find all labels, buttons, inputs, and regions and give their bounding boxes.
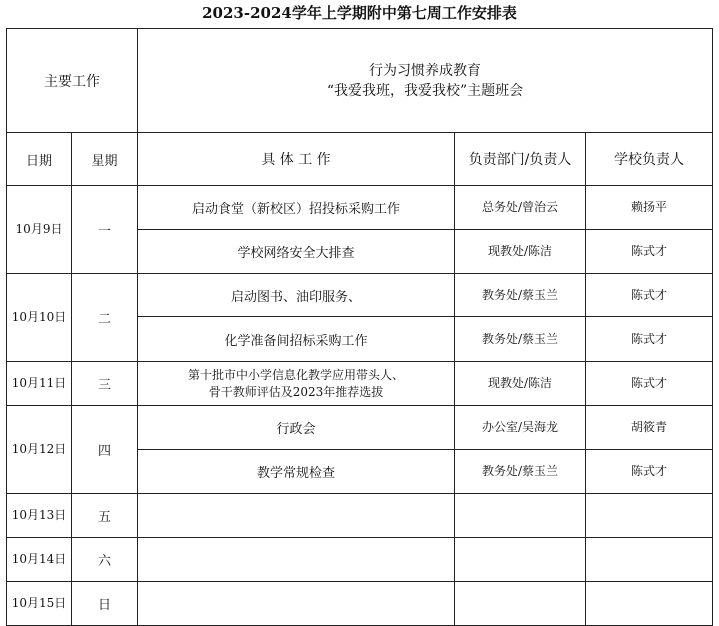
weekday-cell: 四 bbox=[72, 406, 138, 494]
dept-cell: 现教处/陈洁 bbox=[455, 362, 586, 406]
header-date: 日期 bbox=[7, 133, 72, 186]
date-cell: 10月9日 bbox=[7, 186, 72, 274]
dept-cell: 教务处/蔡玉兰 bbox=[455, 317, 586, 362]
date-cell: 10月15日 bbox=[7, 582, 72, 626]
weekday-cell: 六 bbox=[72, 538, 138, 582]
dept-cell: 教务处/蔡玉兰 bbox=[455, 450, 586, 494]
table-row bbox=[7, 494, 713, 538]
date-cell: 10月13日 bbox=[7, 494, 72, 538]
task-cell: 启动图书、油印服务、 bbox=[138, 274, 455, 317]
leader-cell: 陈式才 bbox=[586, 450, 713, 494]
task-cell bbox=[138, 494, 455, 538]
weekday-cell: 三 bbox=[72, 362, 138, 406]
table-row bbox=[7, 538, 713, 582]
table-row bbox=[7, 362, 713, 406]
leader-cell bbox=[586, 494, 713, 538]
header-task: 具 体 工 作 bbox=[138, 133, 455, 186]
main-work-label: 主要工作 bbox=[7, 29, 138, 133]
dept-cell bbox=[455, 582, 586, 626]
header-leader: 学校负责人 bbox=[586, 133, 713, 186]
dept-cell: 办公室/吴海龙 bbox=[455, 406, 586, 450]
date-cell: 10月11日 bbox=[7, 362, 72, 406]
theme-line-2: “我爱我班，我爱我校”主题班会 bbox=[326, 82, 524, 99]
page-title: 2023-2024学年上学期附中第七周工作安排表 bbox=[202, 4, 517, 22]
weekday-cell: 五 bbox=[72, 494, 138, 538]
date-cell: 10月12日 bbox=[7, 406, 72, 494]
dept-cell: 教务处/蔡玉兰 bbox=[455, 274, 586, 317]
header-row bbox=[7, 133, 713, 186]
date-cell: 10月10日 bbox=[7, 274, 72, 362]
dept-cell bbox=[455, 494, 586, 538]
weekday-cell: 日 bbox=[72, 582, 138, 626]
dept-cell: 现教处/陈洁 bbox=[455, 230, 586, 274]
leader-cell bbox=[586, 582, 713, 626]
table-row bbox=[7, 274, 713, 317]
leader-cell bbox=[586, 538, 713, 582]
task-cell bbox=[138, 582, 455, 626]
table-row bbox=[7, 582, 713, 626]
schedule-table bbox=[6, 28, 713, 626]
task-cell: 化学准备间招标采购工作 bbox=[138, 317, 455, 362]
table-row bbox=[7, 406, 713, 450]
dept-cell bbox=[455, 538, 586, 582]
task-cell: 行政会 bbox=[138, 406, 455, 450]
task-cell bbox=[138, 538, 455, 582]
dept-cell: 总务处/曾治云 bbox=[455, 186, 586, 230]
main-work-theme bbox=[138, 29, 713, 133]
main-work-row bbox=[7, 29, 713, 133]
header-weekday: 星期 bbox=[72, 133, 138, 186]
header-dept: 负责部门/负责人 bbox=[455, 133, 586, 186]
leader-cell: 陈式才 bbox=[586, 230, 713, 274]
leader-cell: 胡筱青 bbox=[586, 406, 713, 450]
task-line-1: 第十批市中小学信息化教学应用带头人、 bbox=[187, 367, 404, 382]
weekday-cell: 二 bbox=[72, 274, 138, 362]
weekday-cell: 一 bbox=[72, 186, 138, 274]
task-line-2: 骨干教师评估及2023年推荐选拔 bbox=[208, 384, 384, 399]
task-cell: 启动食堂（新校区）招投标采购工作 bbox=[138, 186, 455, 230]
task-cell: 学校网络安全大排查 bbox=[138, 230, 455, 274]
leader-cell: 赖扬平 bbox=[586, 186, 713, 230]
date-cell: 10月14日 bbox=[7, 538, 72, 582]
leader-cell: 陈式才 bbox=[586, 317, 713, 362]
task-cell: 教学常规检查 bbox=[138, 450, 455, 494]
table-row bbox=[7, 186, 713, 230]
leader-cell: 陈式才 bbox=[586, 274, 713, 317]
theme-line-1: 行为习惯养成教育 bbox=[369, 62, 482, 79]
task-cell bbox=[138, 362, 455, 406]
leader-cell: 陈式才 bbox=[586, 362, 713, 406]
